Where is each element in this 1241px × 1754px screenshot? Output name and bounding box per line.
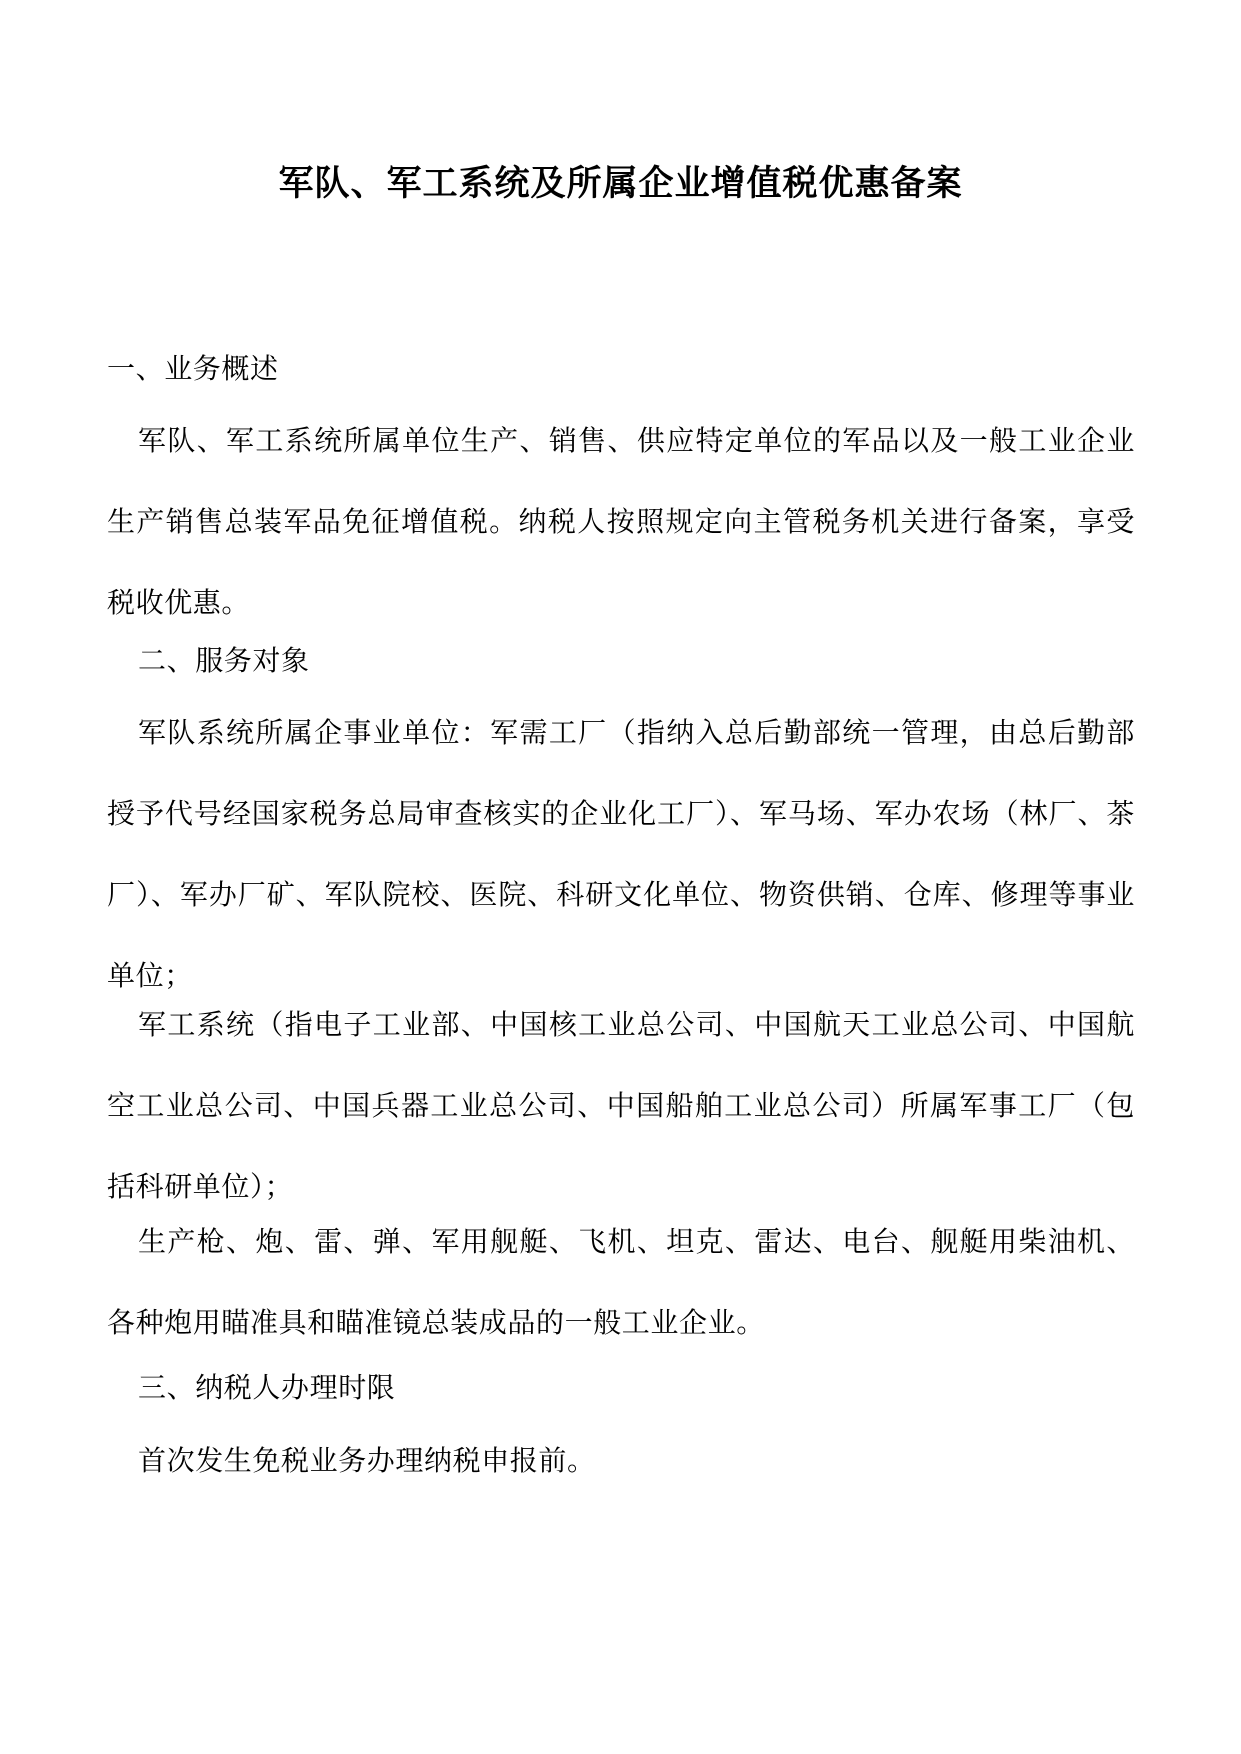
paragraph-time-limit: 首次发生免税业务办理纳税申报前。 [138, 1444, 596, 1477]
paragraph-military-industry: 军工系统（指电子工业部、中国核工业总公司、中国航天工业总公司、中国航空工业总公司、中国兵器工业总公司、中国船舶工业总公司）所属军事工厂（包括科研单位）； [107, 1008, 1135, 1203]
document-title: 军队、军工系统及所属企业增值税优惠备案 [278, 164, 963, 204]
paragraph-overview: 军队、军工系统所属单位生产、销售、供应特定单位的军品以及一般工业企业生产销售总装军品免征增值税。纳税人按照规定向主管税务机关进行备案，享受税收优惠。 [107, 424, 1135, 619]
section-heading-overview: 一、业务概述 [107, 352, 279, 385]
paragraph-general-industry: 生产枪、炮、雷、弹、军用舰艇、飞机、坦克、雷达、电台、舰艇用柴油机、各种炮用瞄准具和瞄准镜总装成品的一般工业企业。 [107, 1225, 1135, 1339]
section-heading-service-targets: 二、服务对象 [138, 644, 310, 677]
paragraph-military-units: 军队系统所属企事业单位：军需工厂（指纳入总后勤部统一管理，由总后勤部授予代号经国家税务总局审查核实的企业化工厂）、军马场、军办农场（林厂、茶厂）、军办厂矿、军队院校、医院、科研文化单位、物资供销、仓库、修理等事业单位； [107, 716, 1135, 992]
section-heading-time-limit: 三、纳税人办理时限 [138, 1371, 396, 1404]
